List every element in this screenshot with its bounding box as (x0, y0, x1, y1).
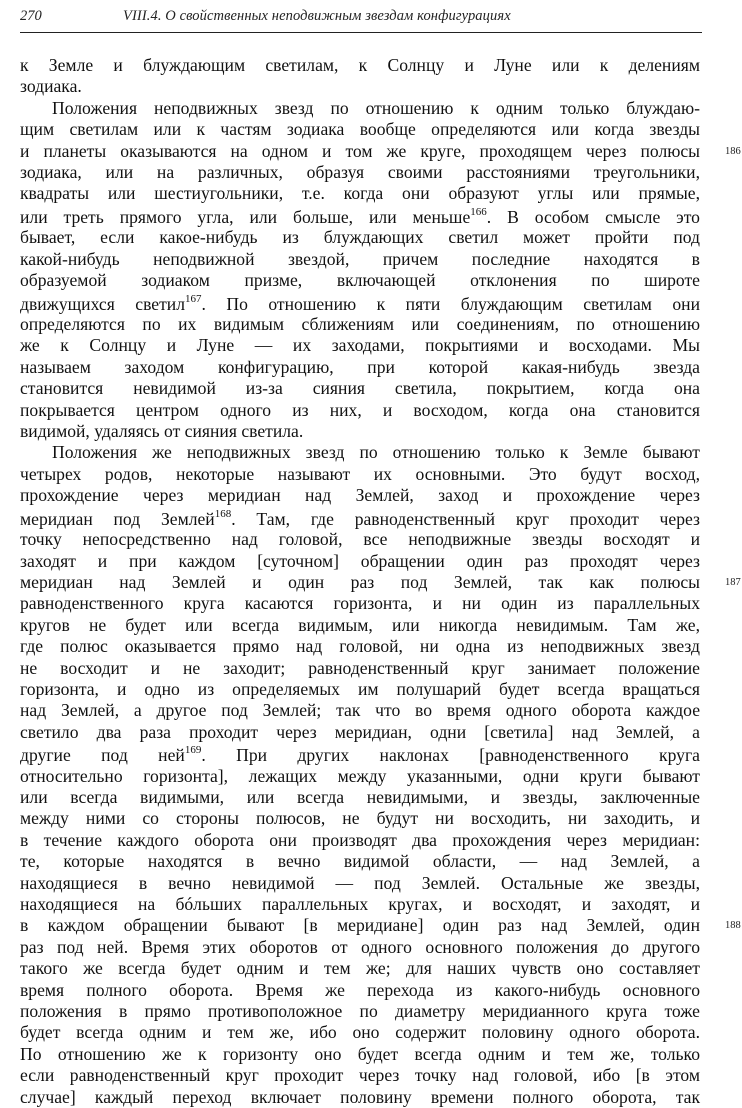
text-line (20, 507, 700, 530)
header-rule (20, 32, 702, 33)
text-line (20, 400, 700, 421)
text-line (20, 636, 700, 657)
line-text: и планеты оказываются на одном и том же круге, проходящем через полюсы (20, 140, 700, 161)
line-text: те, которые находятся в вечно видимой области, — над Землей, а (20, 851, 700, 872)
text-line (20, 851, 700, 872)
line-text: называем заходом конфигурацию, при которой какая-нибудь звезда (20, 356, 700, 377)
line-text-continued: . В особом смысле это (486, 206, 700, 227)
line-text: случае] каждый переход включает половину времени полного оборота, так (20, 1086, 700, 1107)
text-line (20, 551, 700, 572)
text-line (20, 464, 700, 485)
text-line (20, 873, 700, 894)
text-line (20, 119, 700, 140)
text-line (20, 571, 741, 593)
line-text: будет всегда одним и тем же, ибо оно содержит половину одного оборота. (20, 1022, 700, 1043)
line-text: находящиеся в вечно невидимой — под Землей. Остальные же звезды, (20, 872, 700, 893)
text-line (20, 593, 700, 614)
line-text: бывает, если какое-нибудь из блуждающих светил может пройти под (20, 227, 700, 248)
text-line (20, 766, 700, 787)
text-line (20, 615, 700, 636)
text-line (20, 1044, 700, 1065)
line-text: Положения же неподвижных звезд по отношению только к Земле бывают (52, 442, 700, 463)
line-text: зодиака. (20, 76, 82, 97)
text-line (20, 205, 700, 228)
footnote-marker[interactable]: 167 (184, 292, 202, 305)
line-text: какой-нибудь неподвижной звездой, причем последние находятся в (20, 248, 700, 269)
text-line (20, 140, 741, 162)
text-line (20, 183, 700, 204)
line-text: в течение каждого оборота они производят два прохождения через меридиан: (20, 829, 700, 850)
text-line (20, 529, 700, 550)
text-line (20, 55, 700, 76)
line-text: время полного оборота. Время же перехода из какого-нибудь основного (20, 979, 700, 1000)
line-text: положения в прямо противоположное по диаметру меридианного круга тоже (20, 1001, 700, 1021)
line-text: определяются по их видимым сближениям или соединениям, по отношению (20, 314, 700, 335)
line-text: прохождение через меридиан над Землей, заход и прохождение через (20, 485, 700, 506)
line-text: светило два раза проходит через меридиан, одни [светила] над Землей, а (20, 721, 700, 742)
line-text: же к Солнцу и Луне — их заходами, покрытиями и восходами. Мы (20, 335, 700, 356)
line-text-continued: . При других наклонах [равноденственного круга (201, 745, 700, 766)
text-line (20, 442, 700, 463)
line-text: относительно горизонта], лежащих между указанными, одни круги бывают (20, 765, 700, 786)
line-text: раз под ней. Время этих оборотов от одного основного положения до другого (20, 936, 700, 957)
text-line (20, 722, 700, 743)
text-line (20, 378, 700, 399)
text-line (20, 1087, 700, 1108)
text-line (20, 1022, 700, 1043)
line-text-continued: . Там, где равноденственный круг проходит через (231, 508, 700, 529)
line-text: где полюс оказывается прямо над головой, ни одна из неподвижных звезд (20, 636, 700, 657)
line-text: или всегда видимыми, или всегда невидимыми, и звезды, заключенные (20, 787, 700, 808)
line-text: становится невидимой из-за сияния светила, покрытием, когда она (20, 378, 700, 399)
line-text: четырех родов, некоторые называют их основными. Это будут восход, (20, 463, 700, 484)
running-title: VIII.4. О свойственных неподвижным звездам конфигурациях (123, 8, 511, 24)
line-text: точку непосредственно над головой, все неподвижные звезды восходят и (20, 529, 700, 550)
text-line (20, 1001, 700, 1022)
line-text: По отношению же к горизонту оно будет всегда одним и тем же, только (20, 1043, 700, 1064)
line-text: между ними со стороны полюсов, не будут ни восходить, ни заходить, и (20, 808, 700, 829)
text-line (20, 894, 700, 915)
text-line (20, 808, 700, 829)
line-text: находящиеся на бóльших параллельных кругах, и восходят, и заходят, и (20, 894, 700, 915)
text-line (20, 421, 700, 442)
text-line (20, 679, 700, 700)
text-line (20, 249, 700, 270)
page-number: 270 (20, 8, 42, 24)
line-text: другие под ней (20, 745, 185, 766)
line-text: покрывается центром одного из них, и восходом, когда она становится (20, 399, 700, 420)
text-line (20, 787, 700, 808)
text-line (20, 227, 700, 248)
line-text: горизонта, и одно из определяемых им полушарий будет всегда вращаться (20, 678, 700, 699)
text-line (20, 270, 700, 291)
line-text: над Землей, а другое под Землей; так что во время одного оборота каждое (20, 700, 700, 721)
text-line (20, 915, 741, 936)
line-text-continued: . По отношению к пяти блуждающим светилам они (201, 293, 701, 314)
text-line (20, 314, 700, 335)
footnote-marker[interactable]: 168 (214, 507, 232, 520)
running-header (20, 6, 700, 30)
margin-note: 188 (725, 920, 741, 932)
text-line (20, 98, 700, 119)
line-text: щим светилам или к частям зодиака вообще определяются или когда звезды (20, 119, 700, 140)
text-line (20, 162, 700, 183)
text-line (20, 1065, 700, 1086)
footnote-marker[interactable]: 166 (470, 205, 487, 218)
line-text: кругов не будет или всегда видимым, или никогда невидимым. Там же, (20, 614, 700, 635)
text-line (20, 700, 700, 721)
line-text: такого же всегда будет одним и тем же; для наших чувств оно составляет (20, 958, 700, 979)
text-line (20, 830, 700, 851)
text-line (20, 485, 700, 506)
text-line (20, 980, 700, 1001)
line-text: движущихся светил (20, 293, 185, 314)
line-text: зодиака, или на различных, образуя своими расстояниями треугольники, (20, 161, 700, 182)
text-line (20, 76, 700, 97)
line-text: или треть прямого угла, или больше, или меньше (20, 206, 471, 227)
line-text: образуемой зодиаком призме, включающей отклонения по широте (20, 270, 700, 291)
text-line (20, 357, 700, 378)
text-line (20, 937, 700, 958)
line-text: равноденственного круга касаются горизонта, и ни один из параллельных (20, 593, 700, 614)
line-text: к Земле и блуждающим светилам, к Солнцу и Луне или к делениям (20, 55, 700, 75)
margin-note: 187 (725, 576, 741, 588)
text-line (20, 743, 700, 766)
line-text: заходят и при каждом [суточном] обращении один раз проходят через (20, 550, 700, 571)
text-line (20, 335, 700, 356)
line-text: квадраты или шестиугольники, т.е. когда они образуют углы или прямые, (20, 183, 700, 204)
text-line (20, 658, 700, 679)
line-text: не восходит и не заходит; равноденственный круг занимает положение (20, 657, 700, 678)
body-text (20, 55, 741, 1108)
footnote-marker[interactable]: 169 (184, 744, 202, 757)
margin-note: 186 (725, 145, 741, 157)
line-text: если равноденственный круг проходит через точку над головой, ибо [в этом (20, 1065, 700, 1086)
line-text: в каждом обращении бывают [в меридиане] один раз над Землей, один (20, 915, 700, 936)
line-text: меридиан под Землей (20, 508, 215, 529)
line-text: видимой, удаляясь от сияния светила. (20, 421, 304, 442)
text-line (20, 958, 700, 979)
line-text: меридиан над Землей и один раз под Землей, так как полюсы (20, 571, 700, 592)
line-text: Положения неподвижных звезд по отношению к одним только блуждаю- (52, 97, 700, 118)
text-line (20, 292, 700, 315)
